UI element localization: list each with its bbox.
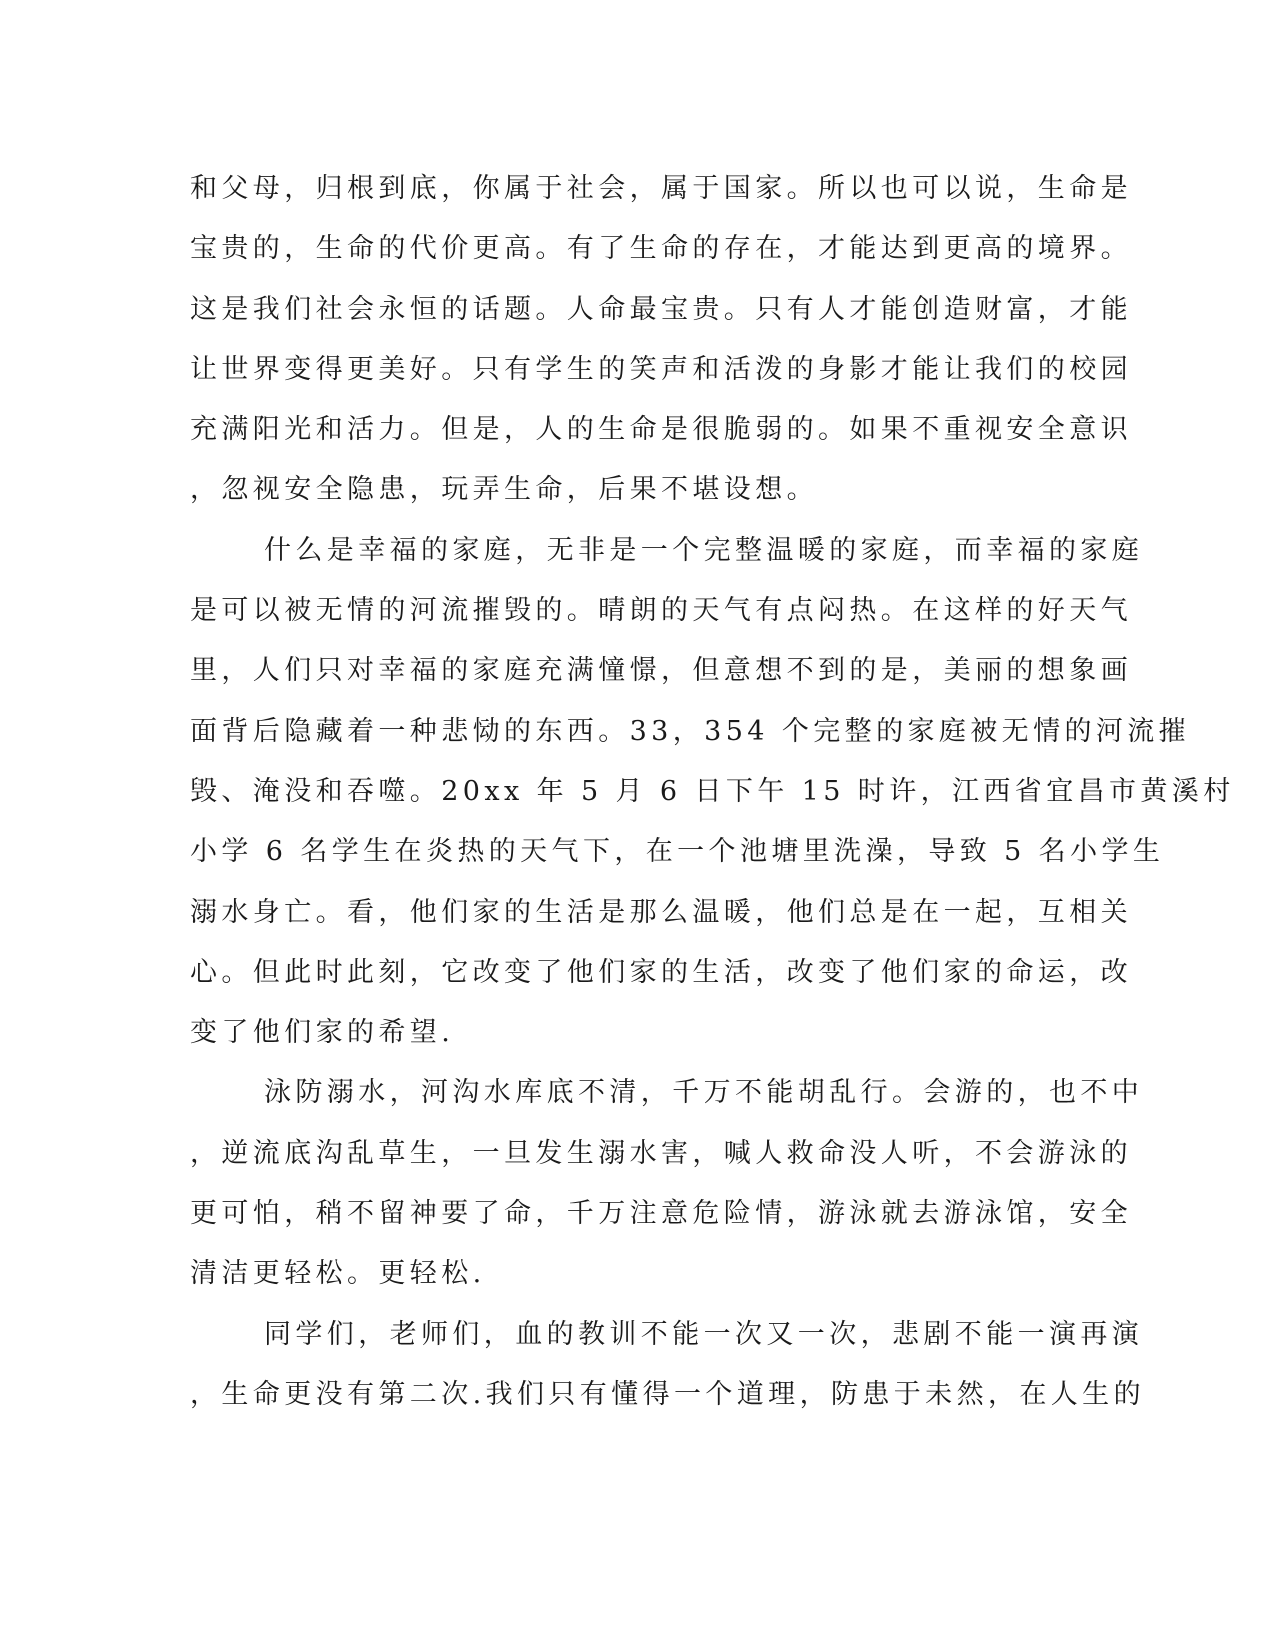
text-line: 毁、淹没和吞噬。20xx 年 5 月 6 日下午 15 时许，江西省宜昌市黄溪村 — [190, 775, 1235, 807]
paragraph-closing — [190, 1305, 1145, 1426]
text-line: 小学 6 名学生在炎热的天气下，在一个池塘里洗澡，导致 5 名小学生 — [190, 836, 1165, 868]
text-line: 变了他们家的希望. — [190, 1017, 455, 1049]
text-line: 让世界变得更美好。只有学生的笑声和活泼的身影才能让我们的校园 — [190, 353, 1132, 385]
paragraph-happy-family — [190, 521, 1235, 1064]
text-line: 清洁更轻松。更轻松. — [190, 1258, 486, 1290]
document-body — [190, 159, 1235, 1425]
paragraph-life-value — [190, 159, 1132, 521]
text-line: 这是我们社会永恒的话题。人命最宝贵。只有人才能创造财富，才能 — [190, 293, 1132, 325]
text-line: 泳防溺水，河沟水库底不清，千万不能胡乱行。会游的，也不中 — [264, 1077, 1144, 1109]
text-line: 里，人们只对幸福的家庭充满憧憬，但意想不到的是，美丽的想象画 — [190, 655, 1132, 687]
text-line: 宝贵的，生命的代价更高。有了生命的存在，才能达到更高的境界。 — [190, 233, 1132, 265]
text-line: 同学们，老师们，血的教训不能一次又一次，悲剧不能一演再演 — [264, 1318, 1144, 1350]
text-line: 面背后隐藏着一种悲恸的东西。33，354 个完整的家庭被无情的河流摧 — [190, 715, 1191, 747]
text-line: 充满阳光和活力。但是，人的生命是很脆弱的。如果不重视安全意识 — [190, 414, 1132, 446]
text-line: 溺水身亡。看，他们家的生活是那么温暖，他们总是在一起，互相关 — [190, 896, 1132, 928]
text-line: ，逆流底沟乱草生，一旦发生溺水害，喊人救命没人听，不会游泳的 — [190, 1137, 1132, 1169]
text-line: 更可怕，稍不留神要了命，千万注意危险情，游泳就去游泳馆，安全 — [190, 1198, 1132, 1230]
text-line: 是可以被无情的河流摧毁的。晴朗的天气有点闷热。在这样的好天气 — [190, 595, 1132, 627]
text-line: 和父母，归根到底，你属于社会，属于国家。所以也可以说，生命是 — [190, 173, 1132, 204]
paragraph-swimming-safety — [190, 1063, 1144, 1304]
text-line: ，忽视安全隐患，玩弄生命，后果不堪设想。 — [190, 474, 818, 506]
text-line: ，生命更没有第二次.我们只有懂得一个道理，防患于未然，在人生的 — [190, 1378, 1145, 1410]
text-line: 什么是幸福的家庭，无非是一个完整温暖的家庭，而幸福的家庭 — [264, 534, 1144, 566]
text-line: 心。但此时此刻，它改变了他们家的生活，改变了他们家的命运，改 — [190, 956, 1132, 988]
